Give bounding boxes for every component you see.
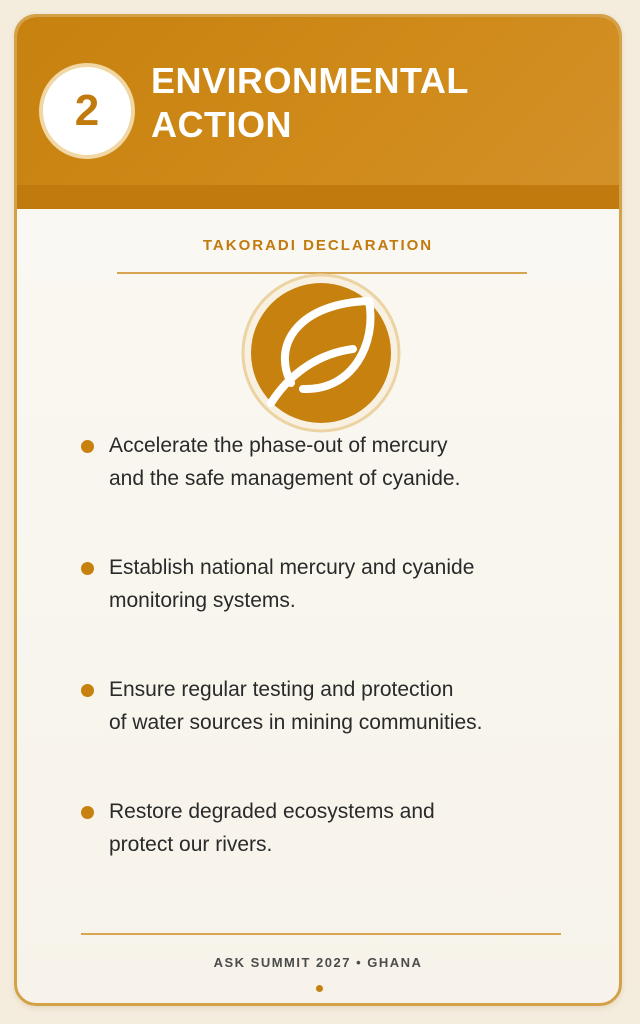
header-band bbox=[17, 185, 619, 209]
list-item-text-line1: Establish national mercury and cyanide bbox=[109, 556, 475, 579]
list-item-text-line2: monitoring systems. bbox=[109, 589, 296, 612]
commitment-list bbox=[81, 429, 601, 917]
footer-dot bbox=[316, 985, 323, 992]
section-number-badge bbox=[39, 63, 135, 159]
list-item bbox=[81, 551, 601, 617]
bullet-dot bbox=[81, 562, 94, 575]
section-number: 2 bbox=[74, 86, 100, 135]
list-item-text-line1: Accelerate the phase-out of mercury bbox=[109, 434, 448, 457]
section-title-line2: ACTION bbox=[151, 104, 292, 145]
bullet-dot bbox=[81, 806, 94, 819]
list-item bbox=[81, 795, 601, 861]
list-item bbox=[81, 429, 601, 495]
list-item-text-line1: Ensure regular testing and protection bbox=[109, 678, 454, 701]
list-item-text-line2: and the safe management of cyanide. bbox=[109, 467, 461, 490]
declaration-subtitle: TAKORADI DECLARATION bbox=[202, 237, 434, 254]
card-header bbox=[17, 17, 619, 209]
declaration-card bbox=[14, 14, 622, 1006]
section-title-line1: ENVIRONMENTAL bbox=[151, 60, 469, 101]
list-item-text-line1: Restore degraded ecosystems and bbox=[109, 800, 435, 823]
section-title bbox=[151, 59, 469, 147]
leaf-icon bbox=[241, 273, 401, 433]
list-item-text-line2: of water sources in mining communities. bbox=[109, 711, 483, 734]
bullet-dot bbox=[81, 684, 94, 697]
bullet-dot bbox=[81, 440, 94, 453]
footer-divider bbox=[81, 933, 561, 935]
footer-text: ASK SUMMIT 2027 • GHANA bbox=[213, 955, 423, 970]
list-item-text-line2: protect our rivers. bbox=[109, 833, 273, 856]
list-item bbox=[81, 673, 601, 739]
